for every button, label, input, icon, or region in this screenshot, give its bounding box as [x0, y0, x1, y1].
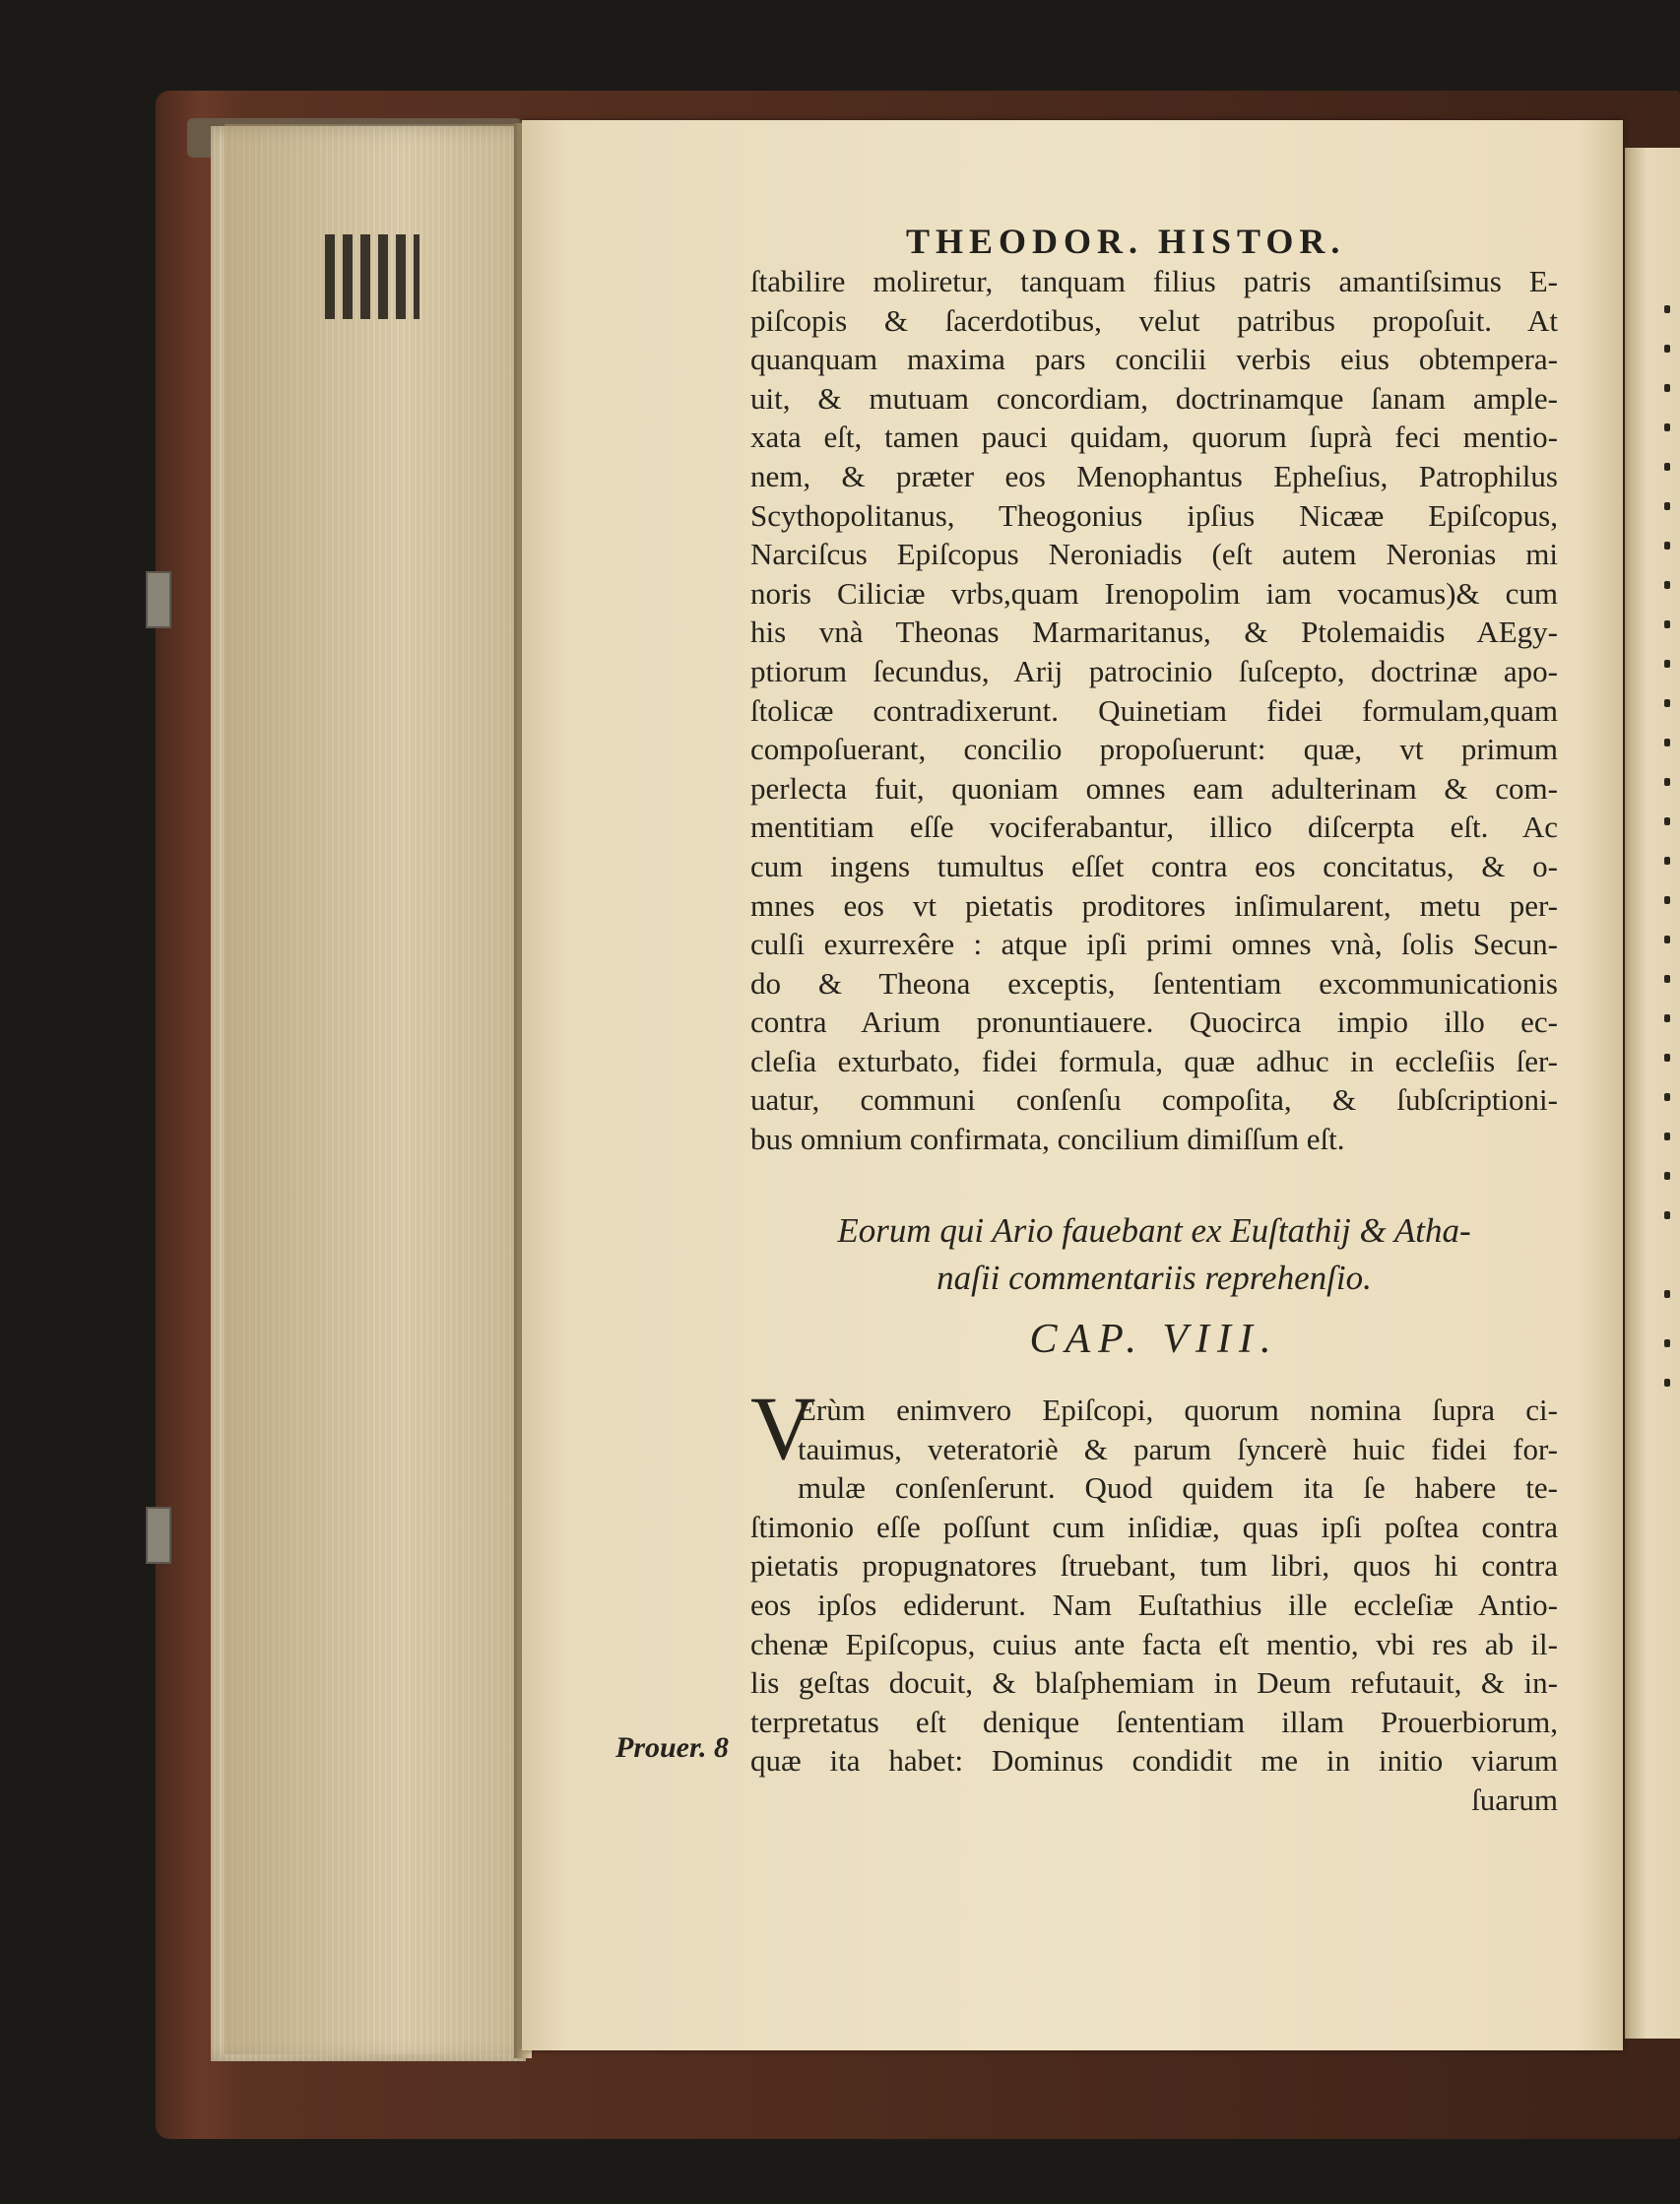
- text-line: eos ipſos ediderunt. Nam Euſtathius ille eccleſiæ Antio-: [750, 1587, 1558, 1622]
- text-line: perlecta fuit, quoniam omnes eam adulterinam & com-: [750, 770, 1558, 806]
- clasp-top: [146, 571, 171, 628]
- facing-page-mark: [1664, 463, 1670, 471]
- margin-note: Prouer. 8: [615, 1731, 730, 1764]
- facing-page-mark: [1664, 1054, 1670, 1062]
- facing-page-mark: [1664, 620, 1670, 628]
- chapter-number: CAP. VIII.: [1029, 1317, 1279, 1362]
- text-line: bus omnium confirmata, concilium dimiſſum eſt.: [750, 1122, 1345, 1157]
- facing-page-mark: [1664, 896, 1670, 904]
- text-line: Scythopolitanus, Theogonius ipſius Nicææ Epiſcopus,: [750, 497, 1558, 533]
- chapter-title: [750, 1207, 1558, 1302]
- text-line: lis geſtas docuit, & blaſphemiam in Deum refutauit, & in-: [750, 1665, 1558, 1701]
- facing-page-mark: [1664, 1379, 1670, 1387]
- text-line: quæ ita habet: Dominus condidit me in initio viarum: [750, 1743, 1558, 1779]
- facing-page-mark: [1664, 1211, 1670, 1219]
- text-line: contra Arium pronuntiauere. Quocirca impio illo ec-: [750, 1005, 1558, 1040]
- text-line: mentitiam eſſe vociferabantur, illico diſcerpta eſt. Ac: [750, 810, 1558, 845]
- facing-page-mark: [1664, 817, 1670, 825]
- text-line: noris Ciliciæ vrbs,quam Irenopolim iam vocamus)& cum: [750, 575, 1558, 611]
- text-line: uit, & mutuam concordiam, doctrinamque ſanam ample-: [750, 380, 1558, 416]
- text-line: piſcopis & ſacerdotibus, velut patribus propoſuit. At: [750, 302, 1558, 338]
- text-line: culſi exurrexêre : atque ipſi primi omnes vnà, ſolis Secun-: [750, 927, 1558, 962]
- text-line: chenæ Epiſcopus, cuius ante facta eſt mentio, vbi res ab il-: [750, 1626, 1558, 1661]
- text-line: nem, & præter eos Menophantus Epheſius, Patrophilus: [750, 458, 1558, 493]
- text-line: mulæ conſenſerunt. Quod quidem ita ſe habere te-: [798, 1470, 1558, 1506]
- facing-page-mark: [1664, 660, 1670, 668]
- text-line: uatur, communi conſenſu compoſita, & ſubſcriptioni-: [750, 1082, 1558, 1118]
- text-line: ſtimonio eſſe poſſunt cum inſidiæ, quas ipſi poſtea contra: [750, 1509, 1558, 1544]
- text-line: cleſia exturbato, fidei formula, quæ adhuc in eccleſiis ſer-: [750, 1043, 1558, 1078]
- text-line: ſtabilire moliretur, tanquam filius patris amantiſsimus E-: [750, 264, 1558, 298]
- facing-page-mark: [1664, 1093, 1670, 1101]
- facing-page-mark: [1664, 542, 1670, 550]
- text-line: compoſuerant, concilio propoſuerunt: quæ, vt primum: [750, 732, 1558, 767]
- text-line: his vnà Theonas Marmaritanus, & Ptolemaidis AEgy-: [750, 615, 1558, 650]
- facing-page-edge: [1625, 148, 1680, 2039]
- facing-page-mark: [1664, 502, 1670, 510]
- facing-page-mark: [1664, 1339, 1670, 1347]
- text-line: Narciſcus Epiſcopus Neroniadis (eſt autem Neronias mi: [750, 537, 1558, 572]
- facing-page-mark: [1664, 305, 1670, 313]
- facing-page-mark: [1664, 936, 1670, 943]
- text-line: cum ingens tumultus eſſet contra eos concitatus, & o-: [750, 848, 1558, 883]
- text-line: pietatis propugnatores ſtruebant, tum libri, quos hi contra: [750, 1548, 1558, 1584]
- paragraph-1: [750, 262, 1558, 1159]
- chapter-title-line: naſii commentariis reprehenſio.: [937, 1259, 1372, 1297]
- text-line: xata eſt, tamen pauci quidam, quorum ſuprà feci mentio-: [750, 420, 1558, 455]
- page-edges-shading: [225, 124, 520, 2054]
- facing-page-mark: [1664, 423, 1670, 431]
- text-line: quanquam maxima pars concilii verbis eius obtempera-: [750, 342, 1558, 377]
- facing-page-mark: [1664, 739, 1670, 746]
- facing-page-mark: [1664, 699, 1670, 707]
- facing-page-mark: [1664, 1014, 1670, 1022]
- running-head: THEODOR. HISTOR.: [906, 222, 1346, 261]
- text-line: Erùm enimvero Epiſcopi, quorum nomina ſupra ci-: [798, 1393, 1558, 1427]
- text-line: ſtolicæ contradixerunt. Quinetiam fidei formulam,quam: [750, 692, 1558, 728]
- paragraph-2: [750, 1391, 1558, 1820]
- facing-page-mark: [1664, 1133, 1670, 1140]
- facing-page-mark: [1664, 857, 1670, 865]
- text-line: do & Theona exceptis, ſententiam excommunicationis: [750, 965, 1558, 1001]
- facing-page-mark: [1664, 345, 1670, 353]
- chapter-title-line: Eorum qui Ario fauebant ex Euſtathij & Atha-: [837, 1211, 1471, 1250]
- facing-page-mark: [1664, 1172, 1670, 1180]
- drop-cap: V: [750, 1378, 816, 1478]
- catchword: ſuarum: [1471, 1782, 1558, 1817]
- facing-page-mark: [1664, 384, 1670, 392]
- text-line: terpretatus eſt denique ſententiam illam Prouerbiorum,: [750, 1704, 1558, 1739]
- clasp-bottom: [146, 1507, 171, 1564]
- text-line: ptiorum ſecundus, Arij patrocinio ſuſcepto, doctrinæ apo-: [750, 653, 1558, 688]
- facing-page-mark: [1664, 778, 1670, 786]
- text-line: mnes eos vt pietatis proditores inſimularent, metu per-: [750, 887, 1558, 923]
- facing-page-mark: [1664, 1290, 1670, 1298]
- facing-page-mark: [1664, 975, 1670, 983]
- text-line: tauimus, veteratoriè & parum ſyncerè huic fidei for-: [798, 1431, 1558, 1466]
- facing-page-mark: [1664, 581, 1670, 589]
- edge-marking: [325, 234, 420, 319]
